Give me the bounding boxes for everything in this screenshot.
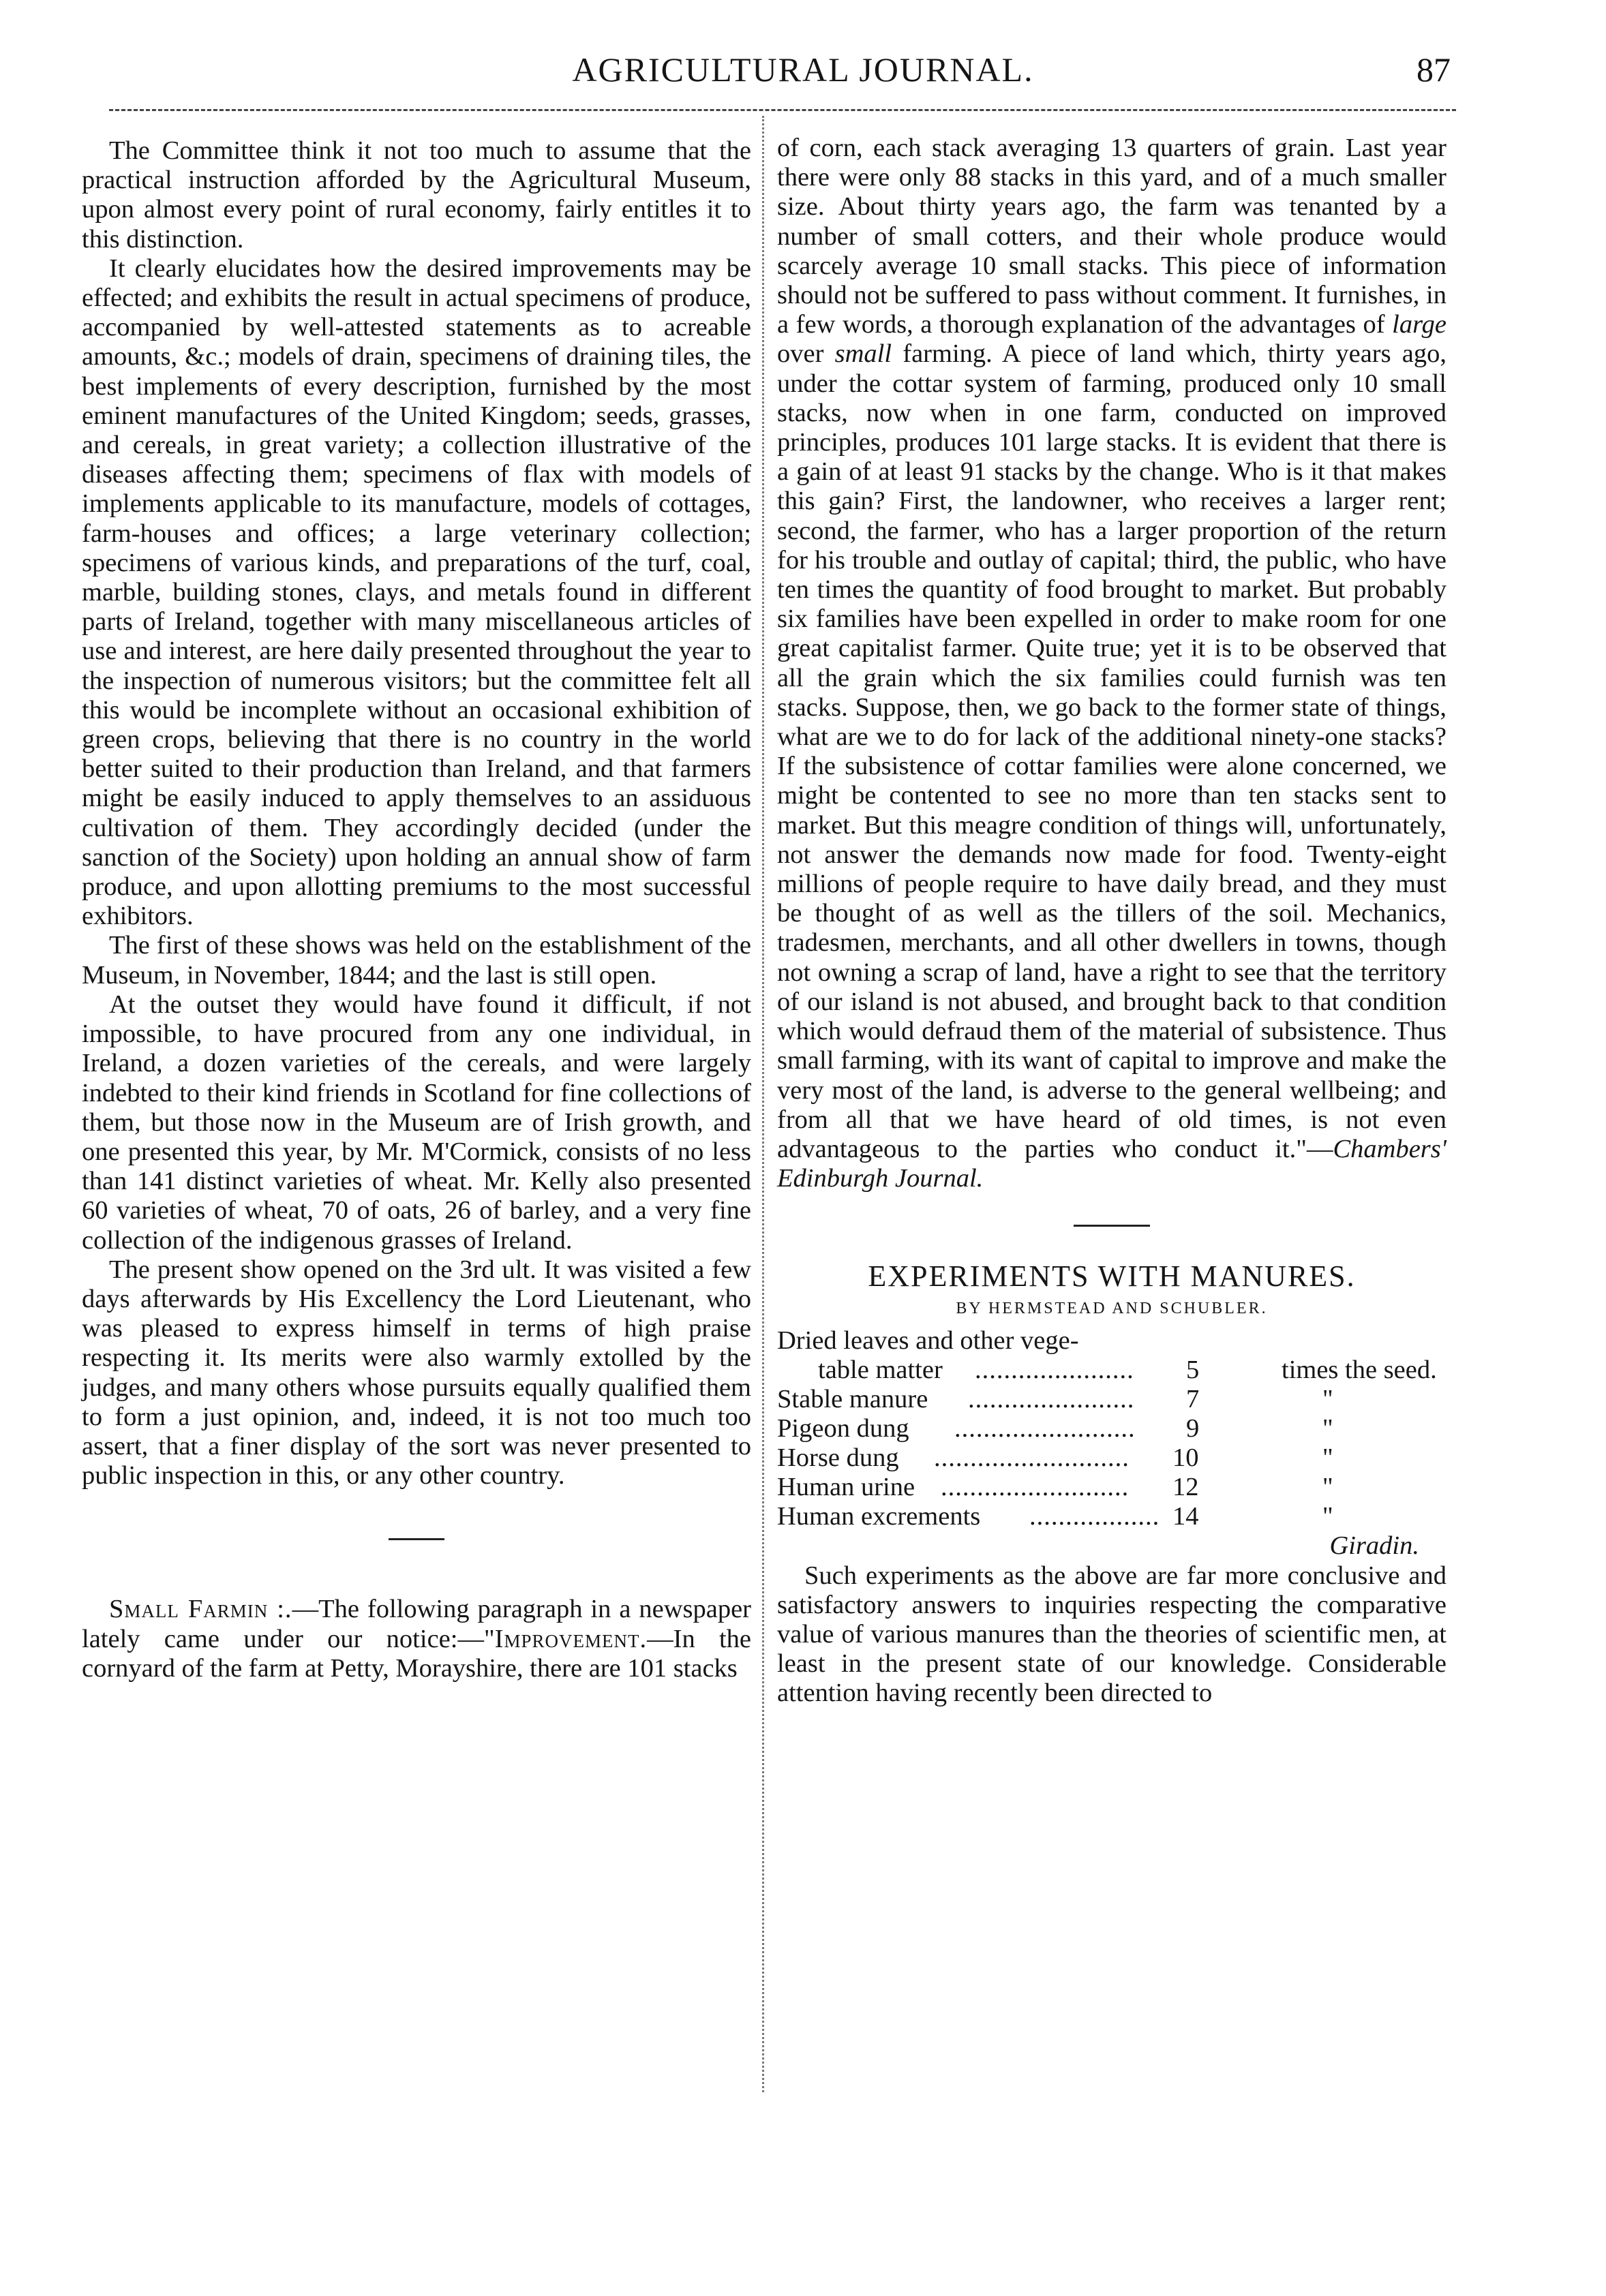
manure-name: Dried leaves and other vege- xyxy=(777,1326,1079,1356)
manure-row xyxy=(777,1385,1446,1414)
manure-row xyxy=(777,1502,1446,1531)
ditto-mark: " xyxy=(1322,1414,1333,1443)
column-separator xyxy=(762,116,764,2092)
ditto-mark: " xyxy=(1322,1443,1333,1473)
manure-row xyxy=(777,1443,1446,1473)
leader-dots: ....................... xyxy=(968,1385,1135,1414)
right-column xyxy=(777,134,1446,1709)
header-rule xyxy=(109,109,1456,111)
manure-row xyxy=(777,1473,1446,1502)
paragraph: At the outset they would have found it difficult, if not impossible, to have procured from any one individual, in Ireland, a dozen varieties of the cereals, and were largely indebted to their kind friends in Scotland for fine collections of them, but those now in the Museum are of Irish growth, and one presented this year, by Mr. M'Cormick, consists of no less than 141 distinct varieties of wheat. Mr. Kelly also presented 60 varieties of wheat, 70 of oats, 26 of barley, and a very fine collection of the indigenous grasses of Ireland. xyxy=(82,990,751,1255)
leader-dots: .......................... xyxy=(941,1473,1130,1502)
improvement-text: —In the cornyard of the farm at Petty, Morayshire, there are 101 stacks xyxy=(82,1624,751,1683)
emphasis: large xyxy=(1392,310,1447,339)
manure-name: Horse dung xyxy=(777,1443,899,1473)
section-rule xyxy=(389,1538,444,1540)
manure-row xyxy=(777,1414,1446,1443)
manure-name-cont: table matter xyxy=(818,1356,943,1385)
leader-dots: ........................... xyxy=(934,1443,1130,1473)
manure-name: Human urine xyxy=(777,1473,915,1502)
paragraph-continued xyxy=(777,134,1446,1193)
small-farming-text: —The following paragraph in a newspaper lately came under our notice:—" xyxy=(82,1595,751,1653)
manure-value: 12 xyxy=(1172,1473,1199,1502)
manure-name: Stable manure xyxy=(777,1385,928,1414)
left-column xyxy=(82,136,751,1683)
leader-dots: ......................... xyxy=(954,1414,1136,1443)
text-run: of corn, each stack averaging 13 quarters of grain. Last year there were only 88 stacks in this yard, and of a much smaller size. About thirty years ago, the farm was tenanted by a number of small cotters, and their whole produce would scarcely average 10 small stacks. This piece of information should not be suffered to pass without comment. It furnishes, in a few words, a thorough explanation of the advantages of xyxy=(777,134,1446,339)
running-header: AGRICULTURAL JOURNAL. xyxy=(572,50,1034,89)
manure-value: 10 xyxy=(1172,1443,1199,1473)
table-attribution: Giradin. xyxy=(1329,1531,1419,1561)
ditto-mark: " xyxy=(1322,1502,1333,1531)
manure-name: Pigeon dung xyxy=(777,1414,909,1443)
small-farming-paragraph xyxy=(82,1595,751,1683)
text-run: over xyxy=(777,339,824,369)
emphasis: small xyxy=(834,339,892,369)
improvement-heading: Improvement. xyxy=(494,1624,648,1653)
manure-value: 7 xyxy=(1186,1385,1200,1414)
byline: BY HERMSTEAD AND SCHUBLER. xyxy=(956,1300,1268,1318)
ditto-mark: " xyxy=(1322,1385,1333,1414)
manure-unit: times the seed. xyxy=(1282,1356,1437,1385)
source-citation: Chambers' Edinburgh Journal. xyxy=(777,1134,1446,1193)
paragraph: The Committee think it not too much to assume that the practical instruction afforded by the Agricultural Museum, upon almost every point of rural economy, fairly entitles it to this distinction. xyxy=(82,136,751,254)
manure-value: 9 xyxy=(1186,1414,1200,1443)
manure-value: 5 xyxy=(1186,1356,1200,1385)
leader-dots: ...................... xyxy=(975,1356,1134,1385)
manure-name: Human excrements xyxy=(777,1502,981,1531)
paragraph: The present show opened on the 3rd ult. It was visited a few days afterwards by His Excellency the Lord Lieutenant, who was pleased to express himself in terms of high praise respecting it. Its merits were also warmly extolled by the judges, and many others whose pursuits equally qualified them to form a just opinion, and, indeed, it is not too much too assert, that a finer display of the sort was never presented to public inspection in this, or any other country. xyxy=(82,1255,751,1490)
paragraph: It clearly elucidates how the desired improvements may be effected; and exhibits the result in actual specimens of produce, accompanied by well-attested statements as to acreable amounts, &c.; models of drain, specimens of draining tiles, the best implements of every description, furnished by the most eminent manufactures of the United Kingdom; seeds, grasses, and cereals, in great variety; a collection illustrative of the diseases affecting them; specimens of flax with models of implements applicable to its manufacture, models of cottages, farm-houses and offices; a large veterinary collection; specimens of various kinds, and preparations of the turf, coal, marble, building stones, clays, and metals found in different parts of Ireland, together with many miscellaneous articles of use and interest, are here daily presented throughout the year to the inspection of numerous visitors; but the committee felt all this would be incomplete without an occasional exhibition of green crops, believing that there is no country in the world better suited to their production than Ireland, and that farmers might be easily induced to apply themselves to an assiduous cultivation of them. They accordingly decided (under the sanction of the Society) upon holding an annual show of farm produce, and upon allotting premiums to the most successful exhibitors. xyxy=(82,254,751,931)
paragraph: Such experiments as the above are far more conclusive and satisfactory answers to inquiries respecting the comparative value of various manures than the theories of scientific men, at least in the present state of our knowledge. Considerable attention having recently been directed to xyxy=(777,1561,1446,1708)
small-farming-heading: Small Farmin :. xyxy=(109,1595,292,1624)
section-title: EXPERIMENTS WITH MANURES. xyxy=(868,1259,1356,1294)
ditto-mark: " xyxy=(1322,1473,1333,1502)
manure-row xyxy=(777,1326,1446,1385)
page-number: 87 xyxy=(1416,50,1451,89)
paragraph: The first of these shows was held on the establishment of the Museum, in November, 1844; and the last is still open. xyxy=(82,931,751,990)
section-rule xyxy=(1074,1225,1150,1227)
leader-dots: .................. xyxy=(1029,1502,1160,1531)
text-run: farming. A piece of land which, thirty years ago, under the cottar system of farming, produced only 10 small stacks, now when in one farm, conducted on improved principles, produces 101 large stacks. It is evident that there is a gain of at least 91 stacks by the change. Who is it that makes this gain? First, the landowner, who receives a larger rent; second, the farmer, who has a larger proportion of the return for his trouble and outlay of capital; third, the public, who have ten times the quantity of food brought to market. But probably six families have been expelled in order to make room for one great capitalist farmer. Quite true; yet it is to be observed that all the grain which the six families could furnish was ten stacks. Suppose, then, we go back to the former state of things, what are we to do for lack of the additional ninety-one stacks? If the subsistence of cottar families were alone concerned, we might be contented to see no more than ten stacks sent to market. But this meagre condition of things will, unfortunately, not answer the demands now made for food. Twenty-eight millions of people require to have daily bread, and they must be thought of as well as the tillers of the soil. Mechanics, tradesmen, merchants, and all other dwellers in towns, though not owning a scrap of land, have a right to see that the territory of our island is not abused, and brought back to that condition which would defraud them of the material of subsistence. Thus small farming, with its want of capital to improve and make the very most of the land, is adverse to the general wellbeing; and from all that we have heard of old times, is not even advantageous to the parties who conduct it."— xyxy=(777,339,1447,1163)
manure-value: 14 xyxy=(1172,1502,1199,1531)
